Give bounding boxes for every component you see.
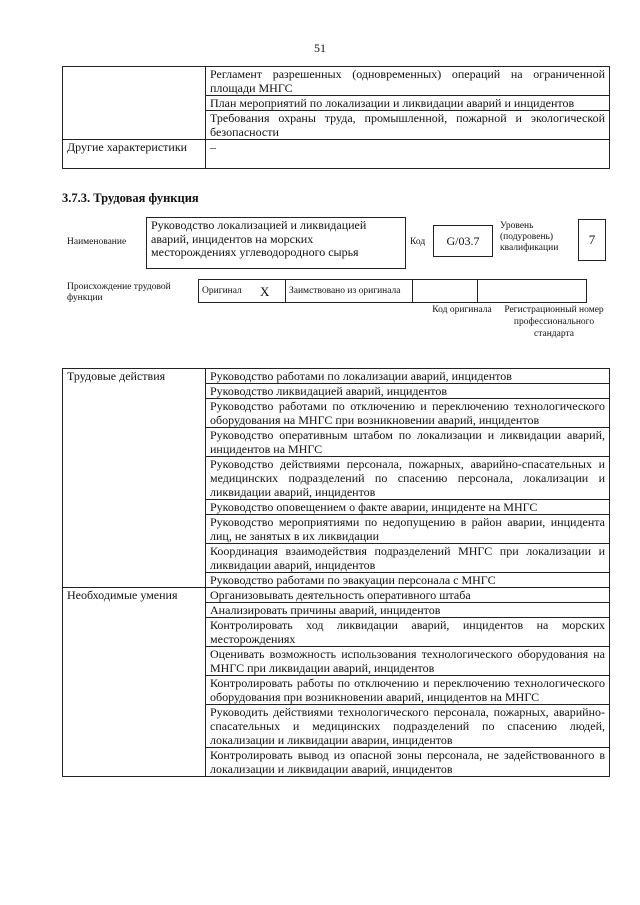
original-label: Оригинал	[199, 280, 258, 303]
original-code-cell	[413, 280, 478, 303]
table-cell: Руководство оперативным штабом по локализации и ликвидации аварий, инцидентов на МНГС	[206, 428, 610, 457]
requirements-table	[62, 66, 610, 169]
table-cell: Контролировать работы по отключению и переключению технологического оборудования при возникновении аварий, инцидентов на МНГС	[206, 676, 610, 705]
table-cell: –	[206, 140, 610, 169]
section-heading: 3.7.3. Трудовая функция	[62, 191, 199, 205]
name-label: Наименование	[67, 237, 127, 247]
table-cell: Организовывать деятельность оперативного штаба	[206, 588, 610, 603]
table-cell: Руководство действиями персонала, пожарных, аварийно-спасательных и медицинских подразделений по спасению персонала, локализации и ликвидации аварий, инцидентов	[206, 457, 610, 500]
registration-number-cell	[478, 280, 587, 303]
origin-table	[198, 279, 587, 303]
table-cell: Координация взаимодействия подразделений МНГС при локализации и ликвидации аварий, инцидентов	[206, 544, 610, 573]
row-label	[63, 67, 206, 140]
group-label: Трудовые действия	[63, 369, 206, 588]
table-cell: Руководство мероприятиями по недопущению в район аварии, инцидента лиц, не занятых в их ликвидации	[206, 515, 610, 544]
code-value: G/03.7	[433, 225, 493, 257]
table-cell: Контролировать ход ликвидации аварий, инцидентов на морских месторождениях	[206, 618, 610, 647]
table-row	[199, 280, 587, 303]
table-row	[63, 369, 610, 384]
level-label: Уровень (подуровень) квалификации	[500, 221, 559, 253]
table-cell: План мероприятий по локализации и ликвидации аварий и инцидентов	[206, 96, 610, 111]
table-cell: Оценивать возможность использования технологического оборудования на МНГС при ликвидации аварий, инцидентов	[206, 647, 610, 676]
code-caption: Код оригинала	[432, 305, 492, 315]
borrowed-label: Заимствовано из оригинала	[286, 280, 413, 303]
code-label: Код	[410, 237, 426, 247]
table-row	[63, 140, 610, 169]
table-cell: Руководство работами по отключению и переключению технологического оборудования на МНГС при возникновении аварий, инцидентов	[206, 399, 610, 428]
table-cell: Руководство работами по эвакуации персонала с МНГС	[206, 573, 610, 588]
table-row	[63, 67, 610, 96]
table-cell: Руководить действиями технологического персонала, пожарных, аварийно-спасательных и медицинских подразделений по спасению людей, локализации и ликвидации аварии, инцидентов	[206, 705, 610, 748]
table-cell: Анализировать причины аварий, инцидентов	[206, 603, 610, 618]
table-cell: Руководство ликвидацией аварий, инцидентов	[206, 384, 610, 399]
table-cell: Руководство работами по локализации аварий, инцидентов	[206, 369, 610, 384]
group-label: Необходимые умения	[63, 588, 206, 777]
level-value: 7	[578, 219, 606, 261]
table-cell: Требования охраны труда, промышленной, пожарной и экологической безопасности	[206, 111, 610, 140]
function-name-value: Руководство локализацией и ликвидацией аварий, инцидентов на морских месторождениях углеводородного сырья	[146, 217, 406, 269]
table-cell: Регламент разрешенных (одновременных) операций на ограниченной площади МНГС	[206, 67, 610, 96]
page-number: 51	[314, 41, 326, 55]
table-row	[63, 588, 610, 603]
table-cell: Руководство оповещением о факте аварии, инциденте на МНГС	[206, 500, 610, 515]
original-mark: X	[257, 280, 286, 303]
labor-function-table	[62, 368, 610, 777]
origin-label: Происхождение трудовой функции	[67, 282, 171, 303]
registration-caption: Регистрационный номер профессионального стандарта	[504, 305, 604, 339]
table-cell: Контролировать вывод из опасной зоны персонала, не задействованного в локализации и ликвидации аварий, инцидентов	[206, 748, 610, 777]
row-label: Другие характеристики	[63, 140, 206, 169]
